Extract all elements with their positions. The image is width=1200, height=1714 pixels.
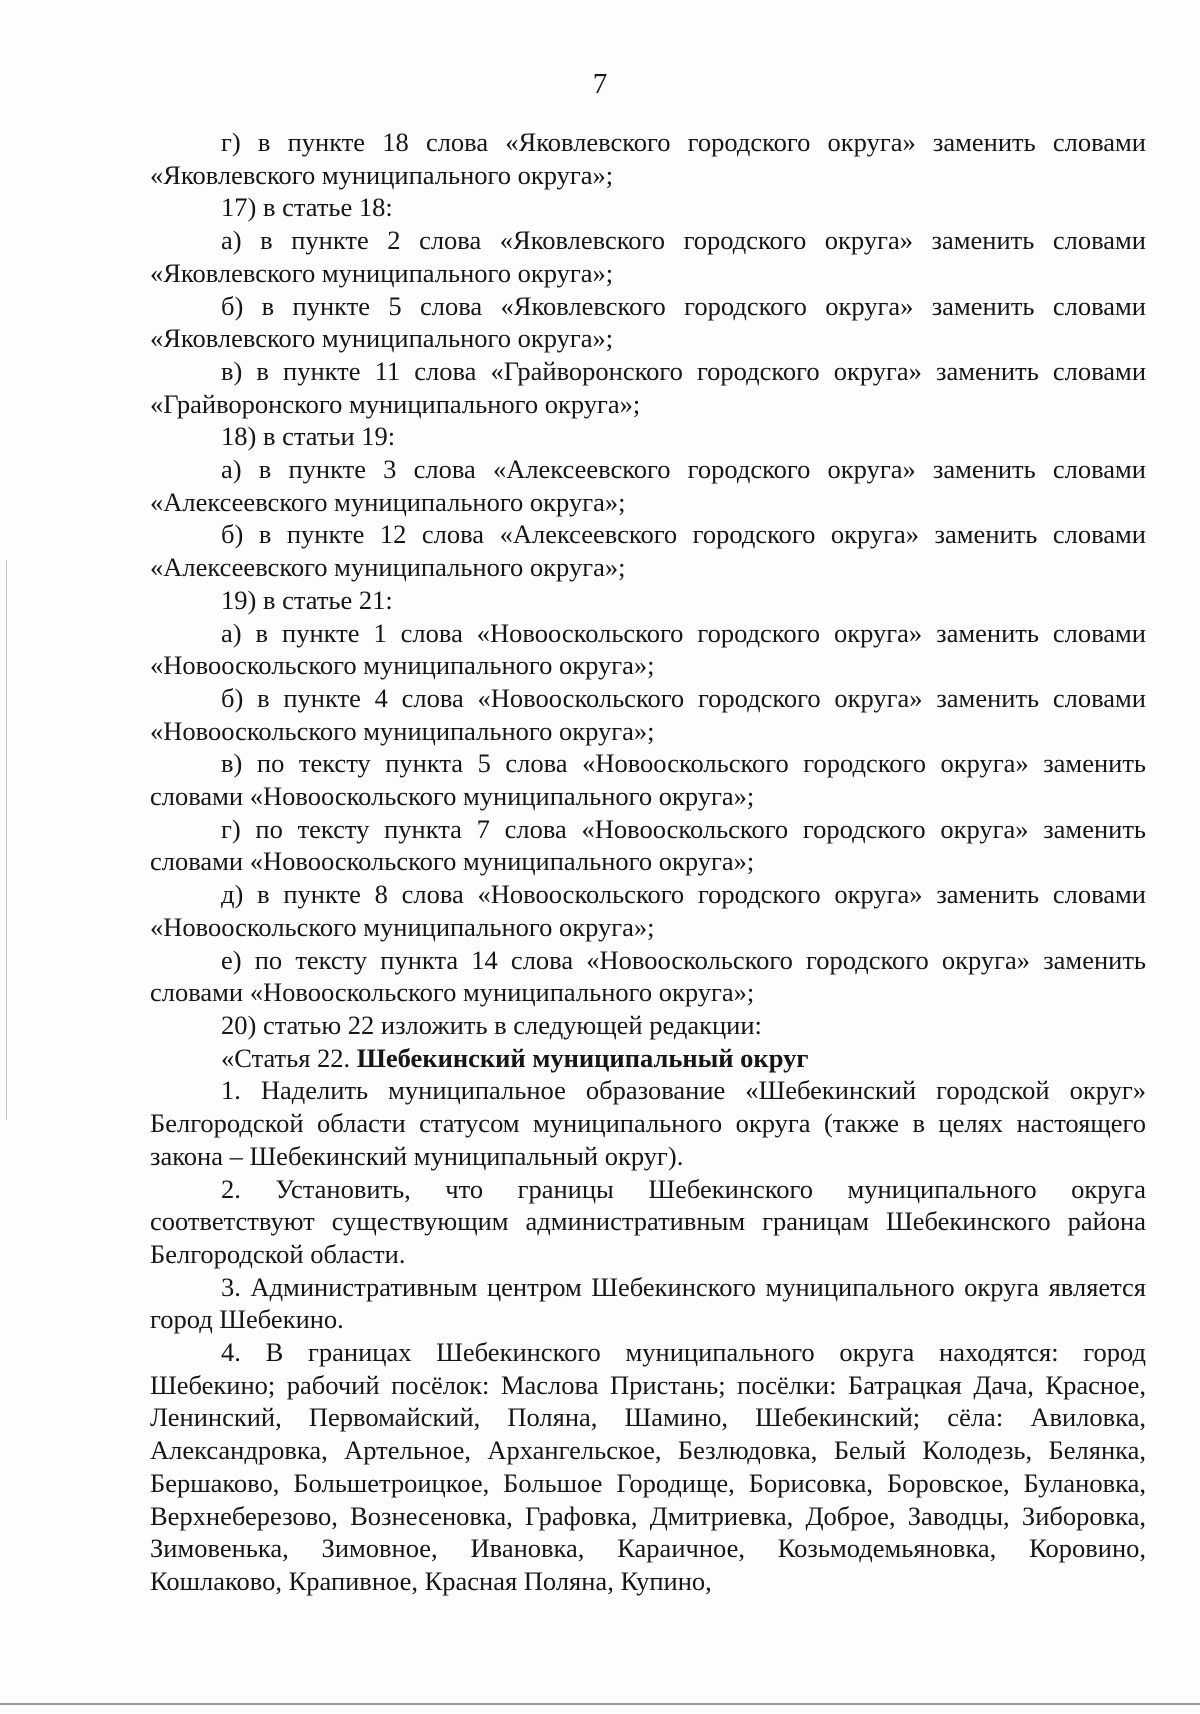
paragraph-item-18-a: а) в пункте 3 слова «Алексеевского городского округа» заменить словами «Алексеевского муниципального округа»; [150, 454, 1146, 517]
paragraph-item-17-a: а) в пункте 2 слова «Яковлевского городского округа» заменить словами «Яковлевского муниципального округа»; [150, 225, 1146, 288]
paragraph-item-19: 19) в статье 21: [221, 584, 393, 615]
article-heading-prefix: «Статья 22. [221, 1042, 357, 1073]
paragraph-item-18: 18) в статьи 19: [221, 421, 396, 452]
document-body [150, 126, 1146, 1598]
paragraph-item-19-d: д) в пункте 8 слова «Новооскольского городского округа» заменить словами «Новооскольского муниципального округа»; [150, 879, 1146, 942]
scan-edge-bottom [0, 1703, 1200, 1705]
paragraph-item-19-a: а) в пункте 1 слова «Новооскольского городского округа» заменить словами «Новооскольского муниципального округа»; [150, 617, 1146, 681]
paragraph-amendment-18-g: г) в пункте 18 слова «Яковлевского городского округа» заменить словами «Яковлевского муниципального округа»; [150, 127, 1146, 190]
article-heading-title: Шебекинский муниципальный округ [356, 1042, 809, 1073]
paragraph-item-18-b: б) в пункте 12 слова «Алексеевского городского округа» заменить словами «Алексеевского муниципального округа»; [150, 519, 1146, 583]
article-paragraph-2: 2. Установить, что границы Шебекинского муниципального округа соответствуют существующим административным границам Шебекинского района Белгородской области. [150, 1173, 1146, 1269]
paragraph-item-19-e: е) по тексту пункта 14 слова «Новооскольского городского округа» заменить словами «Новооскольского муниципального округа»; [150, 944, 1146, 1008]
article-heading [150, 1042, 1146, 1075]
paragraph-item-19-g: г) по тексту пункта 7 слова «Новооскольского городского округа» заменить словами «Новооскольского муниципального округа»; [150, 813, 1146, 877]
paragraph-item-17: 17) в статье 18: [221, 192, 393, 223]
paragraph-item-17-b: б) в пункте 5 слова «Яковлевского городского округа» заменить словами «Яковлевского муниципального округа»; [150, 290, 1146, 354]
page-number: 7 [592, 68, 608, 100]
paragraph-item-20: 20) статью 22 изложить в следующей редакции: [221, 1009, 762, 1040]
article-paragraph-4: 4. В границах Шебекинского муниципального округа находятся: город Шебекино; рабочий посёлок: Маслова Пристань; посёлки: Батрацкая Дача, Красное, Ленинский, Первомайский, Поляна, Шамино, Шебекинский; сёла: Авиловка, Александровка, Артельное, Архангельское, Безлюдовка, Белый Колодезь, Белянка, Бершаково, Большетроицкое, Большое Городище, Борисовка, Боровское, Булановка, Верхнеберезово, Вознесеновка, Графовка, Дмитриевка, Доброе, Заводцы, Зиборовка, Зимовенька, Зимовное, Ивановка, Караичное, Козьмодемьяновка, Коровино, Кошлаково, Крапивное, Красная Поляна, Купино, [150, 1337, 1146, 1596]
scan-edge-left [6, 560, 7, 1120]
paragraph-item-19-v: в) по тексту пункта 5 слова «Новооскольского городского округа» заменить словами «Новооскольского муниципального округа»; [150, 748, 1146, 812]
article-paragraph-1: 1. Наделить муниципальное образование «Шебекинский городской округ» Белгородской области статусом муниципального округа (также в целях настоящего закона – Шебекинский муниципальный округ). [150, 1075, 1146, 1171]
article-paragraph-3: 3. Административным центром Шебекинского муниципального округа является город Шебекино. [150, 1271, 1146, 1335]
paragraph-item-19-b: б) в пункте 4 слова «Новооскольского городского округа» заменить словами «Новооскольского муниципального округа»; [150, 682, 1146, 746]
paragraph-item-17-v: в) в пункте 11 слова «Грайворонского городского округа» заменить словами «Грайворонского муниципального округа»; [150, 355, 1146, 419]
